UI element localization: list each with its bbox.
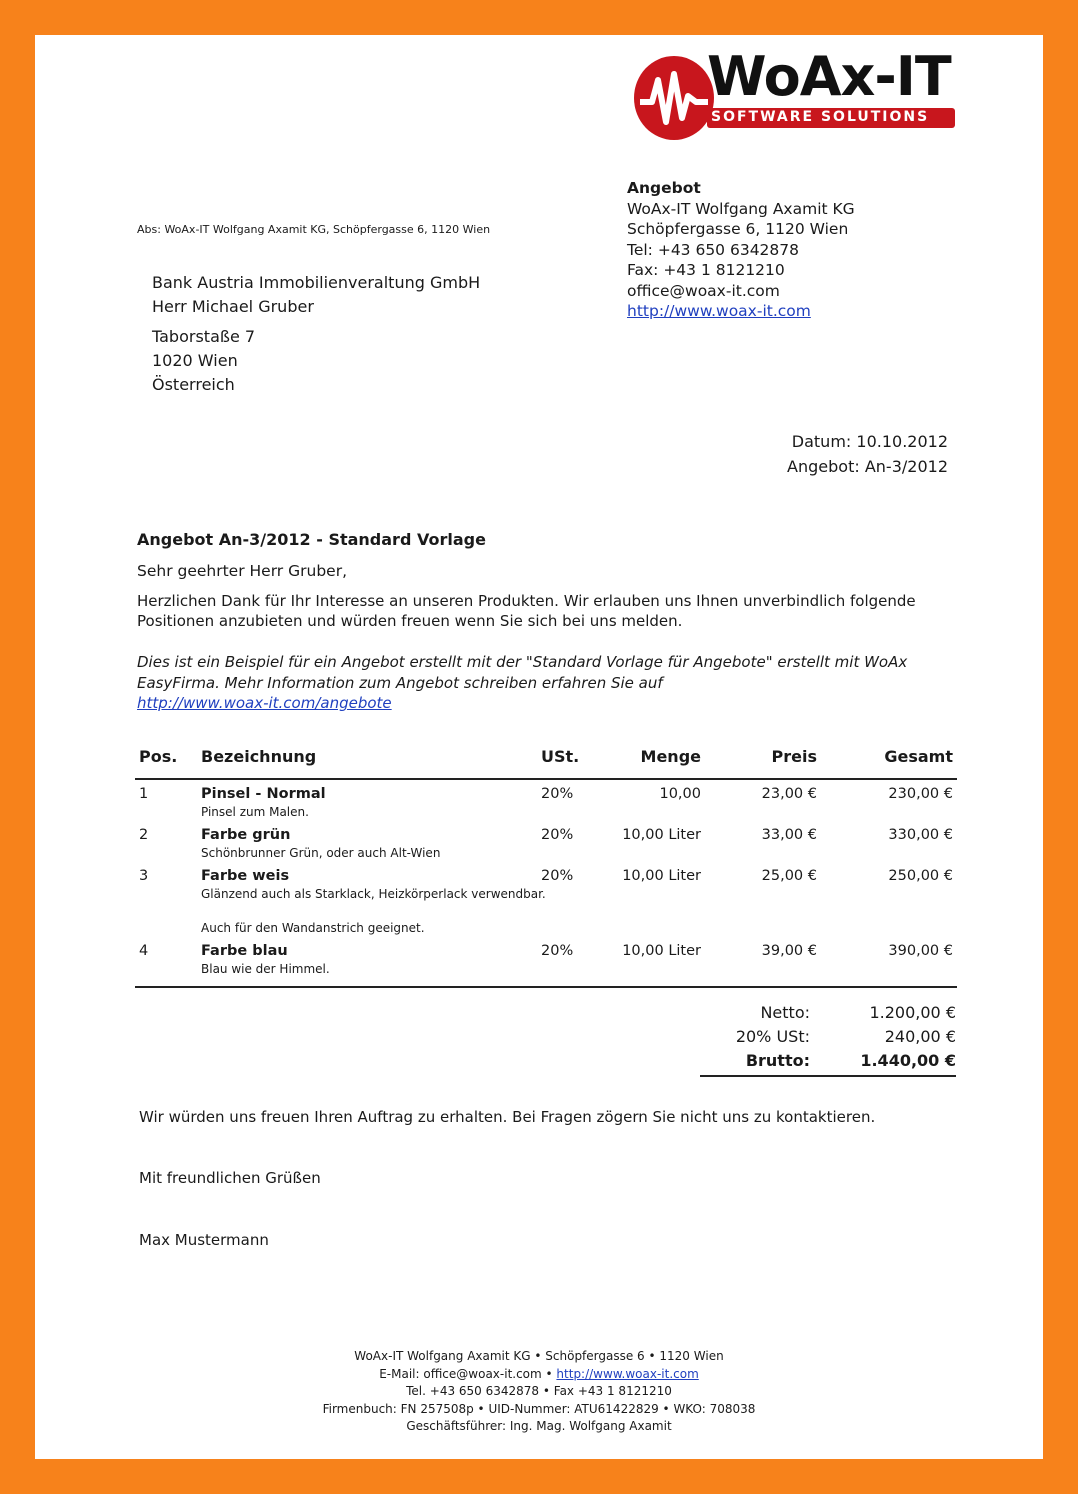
footer-address: WoAx-IT Wolfgang Axamit KG • Schöpfergasse 6 • 1120 Wien: [354, 1349, 724, 1363]
table-row-description: [135, 884, 957, 943]
letter-note: [137, 652, 967, 714]
gross-value: 1.440,00 €: [860, 1051, 956, 1070]
row-price: 25,00 €: [761, 868, 817, 884]
table-row: [135, 827, 957, 843]
document-meta: [787, 430, 948, 479]
header-pos: Pos.: [135, 743, 197, 779]
items-table: [135, 743, 957, 988]
footer-registry: Firmenbuch: FN 257508p • UID-Nummer: ATU61422829 • WKO: 708038: [322, 1401, 756, 1416]
items-header-row: [135, 743, 957, 779]
recipient-street: Taborstaße 7: [152, 327, 256, 346]
table-row: [135, 779, 957, 802]
header-vat: USt.: [537, 743, 599, 779]
row-price: 33,00 €: [761, 827, 817, 843]
footer-email: E-Mail: office@woax-it.com •: [379, 1366, 557, 1381]
row-description-line: Glänzend auch als Starklack, Heizkörperlack verwendbar.: [201, 887, 546, 901]
date-label: Datum:: [791, 432, 852, 451]
offer-value: An-3/2012: [864, 456, 948, 476]
company-street: Schöpfergasse 6, 1120 Wien: [627, 220, 849, 238]
footer-web-link[interactable]: http://www.woax-it.com: [556, 1366, 699, 1381]
offer-label: Angebot:: [787, 456, 860, 476]
letter-note-text: Dies ist ein Beispiel für ein Angebot erstellt mit der "Standard Vorlage für Angebote" erstellt mit WoAx EasyFirma. Mehr Information zum Angebot schreiben erfahren Sie auf: [137, 653, 908, 692]
net-value: 1.200,00 €: [869, 1003, 956, 1022]
logo-tagline: SOFTWARE SOLUTIONS: [711, 109, 930, 125]
row-description: Schönbrunner Grün, oder auch Alt-Wien: [201, 846, 441, 860]
header-qty: Menge: [599, 743, 705, 779]
row-vat: 20%: [541, 827, 574, 843]
gross-label: Brutto:: [745, 1051, 810, 1070]
row-total: 230,00 €: [888, 786, 953, 802]
letter-intro: Herzlichen Dank für Ihr Interesse an unseren Produkten. Wir erlauben uns Ihnen unverbindlich folgende Positionen anzubieten und würden freuen wenn Sie sich bei uns melden.: [137, 592, 916, 630]
row-pos: 1: [139, 786, 149, 802]
company-block: [627, 178, 855, 322]
recipient-person: Herr Michael Gruber: [152, 297, 314, 316]
signature-name: Max Mustermann: [139, 1231, 269, 1249]
row-pos: 4: [139, 943, 149, 959]
row-name: Farbe weis: [201, 868, 290, 884]
date-value: 10.10.2012: [856, 432, 948, 451]
footer-phone: Tel. +43 650 6342878 • Fax +43 1 8121210: [406, 1384, 672, 1398]
row-total: 330,00 €: [888, 827, 953, 843]
recipient-company: Bank Austria Immobilienveraltung GmbH: [152, 273, 481, 292]
company-web-link[interactable]: http://www.woax-it.com: [627, 302, 811, 320]
recipient-country: Österreich: [152, 375, 235, 394]
letter-note-link[interactable]: http://www.woax-it.com/angebote: [137, 694, 392, 712]
vat-value: 240,00 €: [884, 1027, 956, 1046]
letter-salutation: Sehr geehrter Herr Gruber,: [137, 562, 347, 580]
closing-text: Wir würden uns freuen Ihren Auftrag zu erhalten. Bei Fragen zögern Sie nicht uns zu kontaktieren.: [139, 1108, 876, 1126]
row-total: 390,00 €: [888, 943, 953, 959]
company-email: office@woax-it.com: [627, 281, 780, 300]
vat-label: 20% USt:: [735, 1027, 810, 1046]
document-page: [35, 35, 1043, 1459]
row-qty: 10,00: [659, 786, 701, 802]
company-name: WoAx-IT Wolfgang Axamit KG: [627, 199, 855, 218]
row-description: Pinsel zum Malen.: [201, 805, 309, 819]
row-name: Farbe grün: [201, 827, 291, 843]
company-tel: Tel: +43 650 6342878: [627, 240, 800, 259]
table-row: [135, 868, 957, 884]
row-vat: 20%: [541, 943, 574, 959]
row-price: 39,00 €: [761, 943, 817, 959]
gross-row: [700, 1049, 956, 1077]
footer-management: Geschäftsführer: Ing. Mag. Wolfgang Axamit: [406, 1419, 672, 1433]
header-total: Gesamt: [821, 743, 957, 779]
vat-row: [700, 1025, 956, 1049]
company-fax: Fax: +43 1 8121210: [627, 261, 785, 279]
footer-contact: [35, 1366, 1043, 1384]
row-qty: 10,00 Liter: [622, 827, 701, 843]
closing-regards: Mit freundlichen Grüßen: [139, 1169, 321, 1187]
table-row-description: [135, 959, 957, 987]
table-row: [135, 943, 957, 959]
row-qty: 10,00 Liter: [622, 943, 701, 959]
header-name: Bezeichnung: [197, 743, 537, 779]
row-description: [197, 884, 957, 943]
row-vat: 20%: [541, 868, 574, 884]
row-name: Farbe blau: [201, 943, 288, 959]
letter-subject: Angebot An-3/2012 - Standard Vorlage: [137, 530, 486, 549]
recipient-address: [152, 271, 480, 397]
row-pos: 3: [139, 868, 149, 884]
recipient-city: 1020 Wien: [152, 351, 238, 370]
row-description-line: Auch für den Wandanstrich geeignet.: [201, 921, 425, 935]
row-total: 250,00 €: [888, 868, 953, 884]
row-pos: 2: [139, 827, 149, 843]
net-label: Netto:: [760, 1003, 810, 1022]
page-footer: [35, 1348, 1043, 1436]
totals-block: [700, 1001, 956, 1077]
table-row-description: [135, 843, 957, 868]
row-vat: 20%: [541, 786, 574, 802]
logo-name: WoAx-IT: [707, 45, 951, 108]
company-heading: Angebot: [627, 179, 701, 197]
header-price: Preis: [705, 743, 821, 779]
net-row: [700, 1001, 956, 1025]
row-price: 23,00 €: [761, 786, 817, 802]
sender-line: Abs: WoAx-IT Wolfgang Axamit KG, Schöpfergasse 6, 1120 Wien: [137, 223, 491, 236]
row-name: Pinsel - Normal: [201, 786, 326, 802]
row-qty: 10,00 Liter: [622, 868, 701, 884]
row-description: Blau wie der Himmel.: [197, 959, 957, 987]
table-row-description: [135, 802, 957, 827]
